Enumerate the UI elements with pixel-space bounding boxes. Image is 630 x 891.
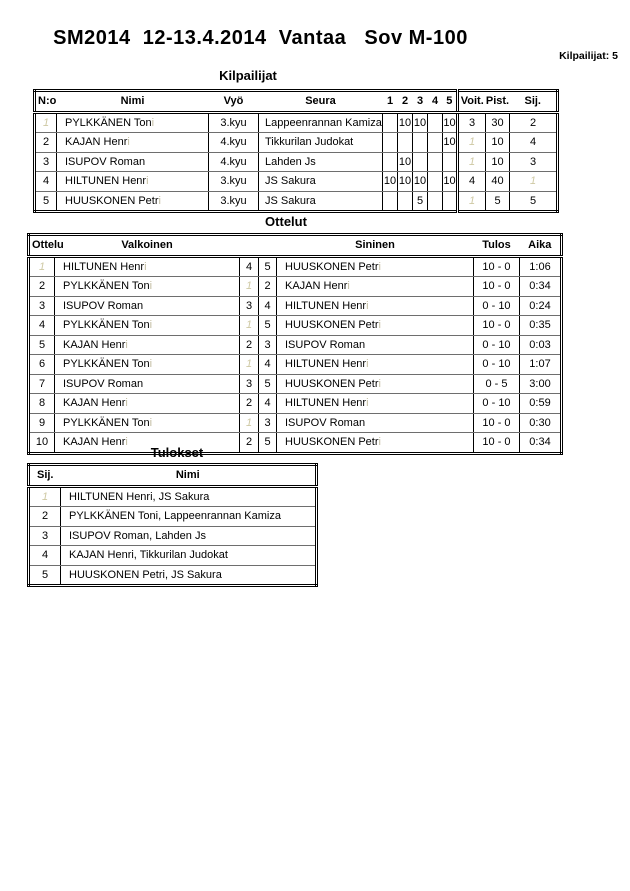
white-number-cell: 1 [240,316,259,336]
white-number-cell: 2 [240,394,259,414]
white-name-cell: PYLKKÄNEN Toni [55,413,240,433]
blue-name-cell: HUUSKONEN Petri [277,374,474,394]
score-cell [398,133,413,153]
white-number-cell: 3 [240,296,259,316]
club-cell: Lahden Js [259,152,383,172]
time-cell: 0:59 [520,394,562,414]
score-cell: 5 [413,191,428,212]
name-cell: HUUSKONEN Petri, JS Sakura [61,565,317,586]
name-cell: HILTUNEN Henri [57,172,209,192]
table-row [29,486,317,507]
round-header: 5 [443,91,458,113]
result-cell: 0 - 10 [474,296,520,316]
score-cell [428,152,443,172]
rank-cell: 4 [29,546,61,566]
match-no-cell: 6 [29,355,55,375]
no-cell: 1 [35,112,57,133]
faint-letter: i [149,416,153,429]
wins-cell: 1 [458,191,486,212]
score-cell [413,152,428,172]
rank-cell: 4 [510,133,558,153]
result-cell: 0 - 10 [474,335,520,355]
match-no-cell: 4 [29,316,55,336]
score-cell [383,112,398,133]
time-cell: 1:07 [520,355,562,375]
table-row [35,133,558,153]
result-cell: 10 - 0 [474,277,520,297]
table-row [29,433,562,454]
white-name-cell: PYLKKÄNEN Toni [55,316,240,336]
white-name-cell: ISUPOV Roman [55,296,240,316]
time-cell: 0:24 [520,296,562,316]
no-cell: 3 [35,152,57,172]
points-cell: 10 [486,133,510,153]
blue-name-cell: HUUSKONEN Petri [277,256,474,277]
score-cell [398,191,413,212]
points-header: Pist. [486,91,510,113]
page-title: SM2014 12-13.4.2014 Vantaa Sov M-100 [53,27,468,49]
name-cell: KAJAN Henri, Tikkurilan Judokat [61,546,317,566]
blue-number-cell: 5 [259,316,277,336]
match-no-cell: 9 [29,413,55,433]
name-cell: HILTUNEN Henri, JS Sakura [61,486,317,507]
table-row [29,316,562,336]
score-cell: 10 [443,112,458,133]
white-name-cell: KAJAN Henri [55,433,240,454]
score-cell: 10 [398,152,413,172]
table-row [29,355,562,375]
blue-number-cell: 3 [259,413,277,433]
match-no-cell: 8 [29,394,55,414]
table-row [29,526,317,546]
score-cell [383,191,398,212]
no-cell: 5 [35,191,57,212]
faint-letter: i [127,136,130,149]
rank-cell: 1 [510,172,558,192]
name-header: Nimi [61,465,317,487]
name-cell: ISUPOV Roman, Lahden Js [61,526,317,546]
name-cell: ISUPOV Roman [57,152,209,172]
club-cell: JS Sakura [259,172,383,192]
white-number-header [240,235,259,257]
faint-letter: i [366,397,369,410]
result-cell: 0 - 5 [474,374,520,394]
blue-number-cell: 5 [259,374,277,394]
result-header: Tulos [474,235,520,257]
faint-letter: i [149,280,153,293]
faint-letter: i [378,319,381,332]
wins-cell: 4 [458,172,486,192]
white-number-cell: 2 [240,433,259,454]
table-row [29,413,562,433]
table-row [29,374,562,394]
score-cell [383,152,398,172]
result-cell: 10 - 0 [474,256,520,277]
results-table [27,463,318,587]
table-row [29,507,317,527]
faint-letter: i [347,280,350,293]
result-cell: 10 - 0 [474,413,520,433]
table-row [35,112,558,133]
table-row [35,191,558,212]
belt-cell: 4.kyu [209,152,259,172]
rank-cell: 5 [510,191,558,212]
rank-header: Sij. [510,91,558,113]
blue-number-cell: 5 [259,433,277,454]
faint-letter: i [366,358,369,371]
faint-letter: i [378,436,381,449]
score-cell: 10 [443,133,458,153]
time-cell: 0:30 [520,413,562,433]
matches-section-heading: Ottelut [265,214,307,229]
table-row [29,296,562,316]
faint-letter: i [146,175,149,188]
time-cell: 0:35 [520,316,562,336]
club-cell: Lappeenrannan Kamiza [259,112,383,133]
header-row [35,91,558,113]
rank-cell: 5 [29,565,61,586]
blue-name-cell: HILTUNEN Henri [277,355,474,375]
score-cell [413,133,428,153]
white-name-cell: PYLKKÄNEN Toni [55,355,240,375]
faint-letter: i [125,338,128,351]
rank-cell: 1 [29,486,61,507]
score-cell [428,172,443,192]
rank-cell: 3 [29,526,61,546]
blue-number-cell: 4 [259,355,277,375]
match-no-cell: 3 [29,296,55,316]
white-name-cell: KAJAN Henri [55,394,240,414]
blue-name-cell: ISUPOV Roman [277,335,474,355]
blue-name-cell: HILTUNEN Henri [277,394,474,414]
faint-letter: i [378,260,381,273]
no-cell: 4 [35,172,57,192]
points-cell: 5 [486,191,510,212]
wins-cell: 3 [458,112,486,133]
blue-name-cell: KAJAN Henri [277,277,474,297]
faint-letter: i [149,319,153,332]
table-row [35,172,558,192]
belt-cell: 3.kyu [209,112,259,133]
competitors-count: Kilpailijat: 5 [559,50,618,62]
result-cell: 10 - 0 [474,433,520,454]
name-cell: PYLKKÄNEN Toni, Lappeenrannan Kamiza [61,507,317,527]
score-cell [428,191,443,212]
header-row [29,465,317,487]
blue-number-cell: 3 [259,335,277,355]
rank-header: Sij. [29,465,61,487]
belt-header: Vyö [209,91,259,113]
white-name-cell: PYLKKÄNEN Toni [55,277,240,297]
faint-letter: i [366,299,369,312]
wins-cell: 1 [458,152,486,172]
white-name-cell: HILTUNEN Henri [55,256,240,277]
points-cell: 10 [486,152,510,172]
table-row [29,335,562,355]
blue-number-cell: 4 [259,296,277,316]
rank-cell: 3 [510,152,558,172]
white-number-cell: 3 [240,374,259,394]
faint-letter: i [149,358,153,371]
belt-cell: 3.kyu [209,191,259,212]
blue-number-cell: 4 [259,394,277,414]
round-header: 1 [383,91,398,113]
white-number-cell: 1 [240,413,259,433]
result-cell: 10 - 0 [474,316,520,336]
blue-number-cell: 5 [259,256,277,277]
white-name-cell: KAJAN Henri [55,335,240,355]
score-cell [383,133,398,153]
table-row [35,152,558,172]
no-header: N:o [35,91,57,113]
score-cell: 10 [413,172,428,192]
name-cell: KAJAN Henri [57,133,209,153]
table-row [29,546,317,566]
time-cell: 3:00 [520,374,562,394]
match-no-cell: 2 [29,277,55,297]
points-cell: 30 [486,112,510,133]
match-no-header: Ottelu [29,235,55,257]
table-row [29,256,562,277]
competitors-table [33,89,559,213]
belt-cell: 3.kyu [209,172,259,192]
rank-cell: 2 [510,112,558,133]
table-row [29,565,317,586]
matches-table [27,233,563,455]
name-cell: PYLKKÄNEN Toni [57,112,209,133]
blue-name-cell: HUUSKONEN Petri [277,433,474,454]
time-cell: 1:06 [520,256,562,277]
header-row [29,235,562,257]
result-cell: 0 - 10 [474,394,520,414]
white-number-cell: 1 [240,355,259,375]
round-header: 4 [428,91,443,113]
match-no-cell: 5 [29,335,55,355]
faint-letter: i [144,260,147,273]
white-number-cell: 1 [240,277,259,297]
blue-number-cell: 2 [259,277,277,297]
wins-header: Voit. [458,91,486,113]
faint-letter: i [158,194,161,207]
competitors-section-heading: Kilpailijat [219,68,277,83]
time-cell: 0:34 [520,433,562,454]
blue-name-cell: ISUPOV Roman [277,413,474,433]
score-cell: 10 [413,112,428,133]
name-cell: HUUSKONEN Petri [57,191,209,212]
score-cell: 10 [383,172,398,192]
wins-cell: 1 [458,133,486,153]
round-header: 3 [413,91,428,113]
white-number-cell: 2 [240,335,259,355]
club-header: Seura [259,91,383,113]
rank-cell: 2 [29,507,61,527]
club-cell: Tikkurilan Judokat [259,133,383,153]
match-no-cell: 1 [29,256,55,277]
belt-cell: 4.kyu [209,133,259,153]
score-cell: 10 [443,172,458,192]
time-cell: 0:34 [520,277,562,297]
white-number-cell: 4 [240,256,259,277]
blue-name-cell: HUUSKONEN Petri [277,316,474,336]
faint-letter: i [151,116,155,129]
faint-letter: i [125,436,128,449]
blue-header: Sininen [277,235,474,257]
table-row [29,394,562,414]
club-cell: JS Sakura [259,191,383,212]
no-cell: 2 [35,133,57,153]
score-cell: 10 [398,172,413,192]
name-header: Nimi [57,91,209,113]
score-cell [443,191,458,212]
faint-letter: i [125,397,128,410]
score-cell [428,133,443,153]
score-cell [443,152,458,172]
time-cell: 0:03 [520,335,562,355]
result-cell: 0 - 10 [474,355,520,375]
faint-letter: i [378,377,381,390]
table-row [29,277,562,297]
match-no-cell: 10 [29,433,55,454]
match-no-cell: 7 [29,374,55,394]
results-section-heading: Tulokset [150,445,204,460]
points-cell: 40 [486,172,510,192]
round-header: 2 [398,91,413,113]
time-header: Aika [520,235,562,257]
score-cell: 10 [398,112,413,133]
white-header: Valkoinen [55,235,240,257]
blue-name-cell: HILTUNEN Henri [277,296,474,316]
score-cell [428,112,443,133]
white-name-cell: ISUPOV Roman [55,374,240,394]
blue-number-header [259,235,277,257]
